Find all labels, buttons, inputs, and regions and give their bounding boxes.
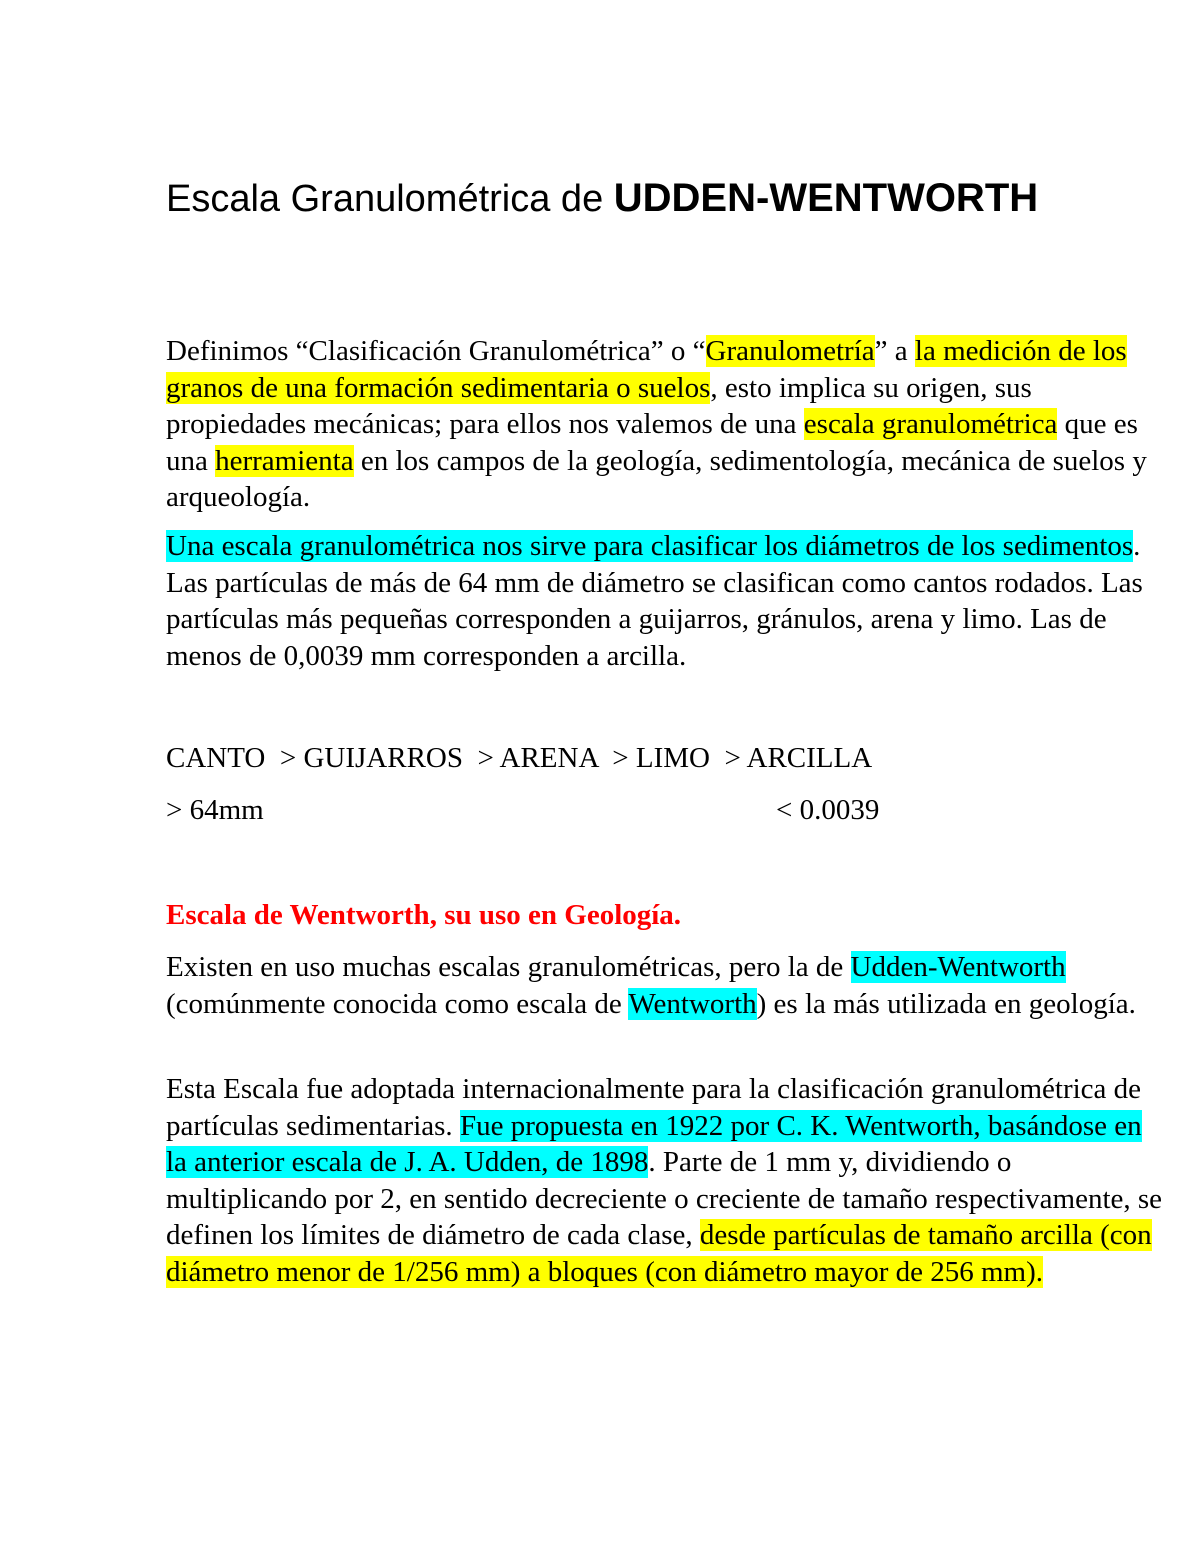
text-run: . Las partículas de más de 64 mm de diámetro se clasifican como cantos rodados. Las partículas más pequeñas corresponden a guijarros, gránulos, arena y limo. Las de menos de 0,0039 mm corresponden a arcilla.: [166, 530, 1143, 672]
highlighted-text: escala granulométrica: [803, 408, 1058, 440]
highlighted-text: Fue propuesta en 1922 por C. K. Wentworth, basándose en la anterior escala de J. A. Udden, de 1898: [166, 1109, 1142, 1178]
highlighted-text: la medición de los granos de una formación sedimentaria o suelos: [166, 335, 1127, 404]
highlighted-text: Una escala granulométrica nos sirve para clasificar los diámetros de los sedimentos: [166, 530, 1134, 562]
text-run: ” a: [874, 335, 915, 367]
highlighted-text: Granulometría: [705, 335, 875, 367]
definition-paragraph: [166, 333, 1166, 516]
document-title: [166, 172, 1038, 225]
text-run: en los campos de la geología, sedimentología, mecánica de suelos y arqueología.: [166, 444, 1147, 513]
text-run: que es una: [166, 408, 1138, 477]
title-emphasis: UDDEN-WENTWORTH: [613, 176, 1039, 220]
highlighted-text: herramienta: [215, 444, 354, 477]
text-run: Existen en uso muchas escalas granulométricas, pero la de: [166, 951, 851, 983]
section-heading: Escala de Wentworth, su uso en Geología.: [166, 899, 682, 931]
highlighted-text: Udden-Wentworth: [850, 951, 1066, 983]
text-run: , esto implica su origen, sus propiedades mecánicas; para ellos nos valemos de una: [166, 371, 1032, 440]
text-run: ) es la más utilizada en geología.: [756, 987, 1136, 1020]
scale-min-label: > 64mm: [166, 794, 264, 826]
highlighted-text: Wentworth: [628, 987, 757, 1020]
usage-paragraph: [166, 949, 1166, 1022]
text-run: Definimos “Clasificación Granulométrica” o “: [166, 335, 706, 367]
text-run: Esta Escala fue adoptada internacionalmente para la clasificación granulométrica de partículas sedimentarias.: [166, 1073, 1142, 1142]
scale-purpose-paragraph: [166, 528, 1166, 674]
scale-max-label: < 0.0039: [776, 794, 880, 826]
history-paragraph: [166, 1071, 1166, 1290]
grain-classes-line: CANTO > GUIJARROS > ARENA > LIMO > ARCILLA: [166, 742, 873, 774]
text-run: . Parte de 1 mm y, dividiendo o multiplicando por 2, en sentido decreciente o creciente de tamaño respectivamente, se definen los límites de diámetro de cada clase,: [166, 1146, 1163, 1251]
text-run: (comúnmente conocida como escala de: [166, 987, 629, 1020]
highlighted-text: desde partículas de tamaño arcilla (con diámetro menor de 1/256 mm) a bloques (con diámetro mayor de 256 mm).: [166, 1219, 1152, 1288]
title-prefix: Escala Granulométrica de: [166, 178, 614, 220]
